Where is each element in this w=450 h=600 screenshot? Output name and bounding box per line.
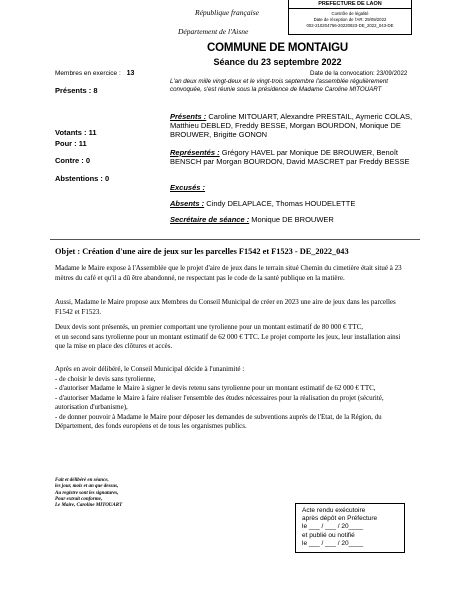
commune-title: COMMUNE DE MONTAIGU: [206, 42, 348, 54]
body-paragraph: Madame le Maire expose à l'Assemblée que le projet d'aire de jeux dans le terrain situé Chemin du cimetière était situé à 23 mètres du café et qu'il a dû être abandonné, ne respectant pas le code de la santé publique en la matière.: [55, 264, 402, 282]
prefecture-line: Contrôle de légalité: [331, 11, 369, 16]
signature-line: Au registre sont les signatures,: [55, 490, 119, 496]
represented-names: Grégory HAVEL par Monique DE BROUWER, Benoît BENSCH par Morgan BOURDON, David MASCRET par Freddy BESSE: [170, 148, 410, 166]
members-label: Membres en exercice :: [55, 70, 121, 77]
acte-line: le ___ / ___ / 20____: [302, 523, 364, 531]
decision-item: - d'autoriser Madame le Maire à faire réaliser l'ensemble des études nécessaires pour la réalisation du projet (sécurité, autorisation d'urbanisme),: [55, 393, 384, 411]
signature-block: [55, 478, 122, 509]
decision-item: - de donner pouvoir à Madame le Maire pour déposer les demandes de subventions auprès de l'Etat, de la Région, du Département, des fonds européens et de tous les organismes publics.: [55, 412, 382, 430]
prefecture-line: 002-210204756-20220923-DE_2022_043-DE: [306, 23, 394, 28]
count-votants: Votants : 11: [55, 128, 97, 137]
excused-label: Excusés :: [170, 183, 206, 192]
members-value: 13: [126, 70, 135, 77]
count-abstentions: Abstentions : 0: [55, 174, 110, 183]
absent-section: [170, 199, 420, 208]
signature-line: Le Maire, Caroline MITOUART: [55, 503, 123, 509]
decision-item: - de choisir le devis sans tyrolienne,: [55, 374, 156, 383]
section-divider: [50, 239, 420, 240]
seance-date: Séance du 23 septembre 2022: [213, 57, 342, 67]
prefecture-title: PREFECTURE DE LAON: [289, 0, 411, 9]
signature-line: Pour extrait conforme,: [55, 496, 103, 502]
body-paragraph: Aussi, Madame le Maire propose aux Membres du Conseil Municipal de créer en 2023 une aire de jeux dans les parcelles F1542 et F1523.: [55, 298, 396, 316]
absent-label: Absents :: [170, 199, 205, 208]
decision-intro: Après en avoir délibéré, le Conseil Municipal décide à l'unanimité :: [55, 365, 245, 373]
presents-section: [170, 112, 420, 139]
count-presents: Présents : 8: [55, 86, 98, 95]
session-intro: L'an deux mille vingt-deux et le vingt-trois septembre l'assemblée régulièrement convoquée, s'est réunie sous la présidence de Madame Caroline MITOUART: [170, 78, 389, 93]
decision-item: - d'autoriser Madame le Maire à signer le devis retenu sans tyrolienne pour un montant estimatif de 62 000 € TTC,: [55, 384, 376, 392]
members-in-office: [55, 70, 134, 77]
represented-label: Représentés :: [170, 148, 220, 157]
secretary-label: Secrétaire de séance :: [170, 215, 250, 224]
presents-names: Caroline MITOUART, Alexandre PRESTAIL, Aymeric COLAS, Matthieu DEBLED, Freddy BESSE, Morgan BOURDON, Monique DE BROUWER, Brigitte GONON: [170, 112, 413, 139]
count-pour: Pour : 11: [55, 139, 87, 148]
represented-section: [170, 148, 420, 166]
acte-line: le ___ / ___ / 20____: [302, 539, 364, 547]
departement-label: Département de l'Aisne: [178, 27, 249, 36]
body-paragraph: [55, 323, 410, 352]
acte-line: après dépôt en Préfecture: [302, 515, 378, 523]
secretary-name: Monique DE BROUWER: [249, 215, 334, 224]
secretary-section: [170, 215, 420, 224]
count-contre: Contre : 0: [55, 156, 91, 165]
acte-line: et publié ou notifié: [302, 531, 355, 539]
convocation-date: Date de la convocation: 23/09/2022: [310, 70, 408, 77]
excused-section: [170, 183, 420, 192]
acte-executoire-box: [295, 503, 405, 553]
deliberation-subject: Objet : Création d'une aire de jeux sur les parcelles F1542 et F1523 - DE_2022_043: [55, 247, 349, 256]
absent-names: Cindy DELAPLACE, Thomas HOUDELETTE: [204, 199, 356, 208]
prefecture-line: Date de réception de l'AR: 29/09/2022: [313, 17, 387, 22]
republique-francaise: République française: [195, 8, 259, 17]
acte-line: Acte rendu exécutoire: [302, 507, 366, 514]
presents-label: Présents :: [170, 112, 207, 121]
signature-line: les jour, mois et an que dessus,: [55, 484, 119, 490]
quote-line: Deux devis sont présentés, un premier comportant une tyrolienne pour un montant estimatif de 80 000 € TTC,: [55, 323, 363, 331]
decision-paragraph: [55, 365, 410, 432]
quote-line: et un second sans tyrolienne pour un montant estimatif de 62 000 € TTC. Le projet comporte les jeux, leur installation ainsi que la mise en place des clôtures et accès.: [55, 332, 401, 350]
prefecture-stamp: [288, 0, 412, 35]
signature-line: Fait et délibéré en séance,: [55, 478, 109, 483]
